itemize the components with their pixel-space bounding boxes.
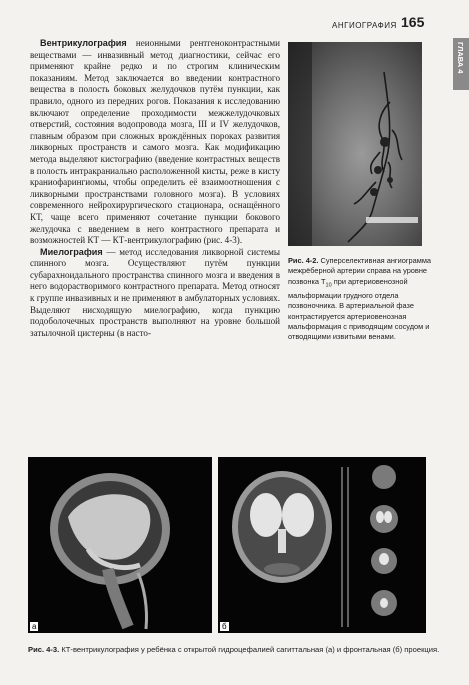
ct-frontal-image bbox=[218, 457, 426, 633]
paragraph-myelography bbox=[30, 247, 280, 340]
term-myelography: Миелография bbox=[40, 246, 103, 257]
page-number: 165 bbox=[401, 14, 425, 30]
ct-sagittal-image bbox=[28, 457, 212, 633]
paragraph-text: неионными рентгеноконтрастными веществами — инвазивный метод диагностики, сейчас его применяют крайне редко и по строгим клиническим показаниям. Метод заключается во введении контрастного вещества в полость боковых желудочков путём пункции, как правило, одного из передних рогов. Показания к исследованию включают определение проходимости межжелудочковых отверстий, состояния водопровода мозга, III и IV желудочков, главным образом при сложных врождённых пороках развития ликворных пространств и самого мозга. Как модификацию метода выделяют кистографию (введение контрастных веществ в полость интракраниально расположенной кисты, реже в кисту краниофарингиомы, чтобы определить её взаимоотношения с ликворными пространствами головного мозга). В условиях современного нейрохирургического стационара, оснащённого КТ, чаще всего применяют сочетание пункции бокового желудочка с введением в него контрастного препарата и возможностей КТ — КТ-вентрикулографию (рис. 4-3). bbox=[30, 38, 280, 246]
caption-text-cont: при артериовенозной мальформации грудного отдела позвоночника. В артериальной фазе контрастируется артериовенозная мальформация с приводящим сосудом и отводящими извитыми венами. bbox=[288, 276, 430, 342]
panel-label-b: б bbox=[222, 622, 227, 631]
paragraph-text: — метод исследования ликворной системы спинного мозга. Осуществляют путём пункции субарахноидального пространства спинного мозга и введения в него водорастворимого контрастного препарата. Метод относят к группе инвазивных и не применяют в амбулаторных условиях. Выделяют нисходящую миелографию, когда пункцию подоболочечных пространств выполняют на уровне большой затылочной цистерны (в насто- bbox=[30, 246, 280, 338]
paragraph-ventriculography bbox=[30, 38, 280, 247]
section-title: АНГИОГРАФИЯ bbox=[332, 21, 397, 30]
main-text-column bbox=[30, 38, 280, 339]
caption-text: КТ-вентрикулография у ребёнка с открытой гидроцефалией сагиттальная (а) и фронтальная (б) проекция. bbox=[59, 645, 440, 654]
chapter-tab bbox=[453, 38, 469, 90]
term-ventriculography: Вентрикулография bbox=[40, 38, 127, 48]
angiogram-image bbox=[288, 42, 422, 246]
panel-label-a: а bbox=[32, 622, 37, 631]
caption-subscript: 10 bbox=[325, 282, 332, 289]
chapter-tab-label: ГЛАВА 4 bbox=[456, 42, 465, 74]
caption-text: Суперселективная ангиограмма межрёберной артерии справа на уровне позвонка Т bbox=[288, 256, 432, 286]
caption-label: Рис. 4-3. bbox=[28, 645, 60, 654]
figure-4-3-caption bbox=[28, 645, 448, 655]
figure-4-2-caption bbox=[288, 256, 448, 343]
caption-label: Рис. 4-2. bbox=[288, 256, 319, 265]
